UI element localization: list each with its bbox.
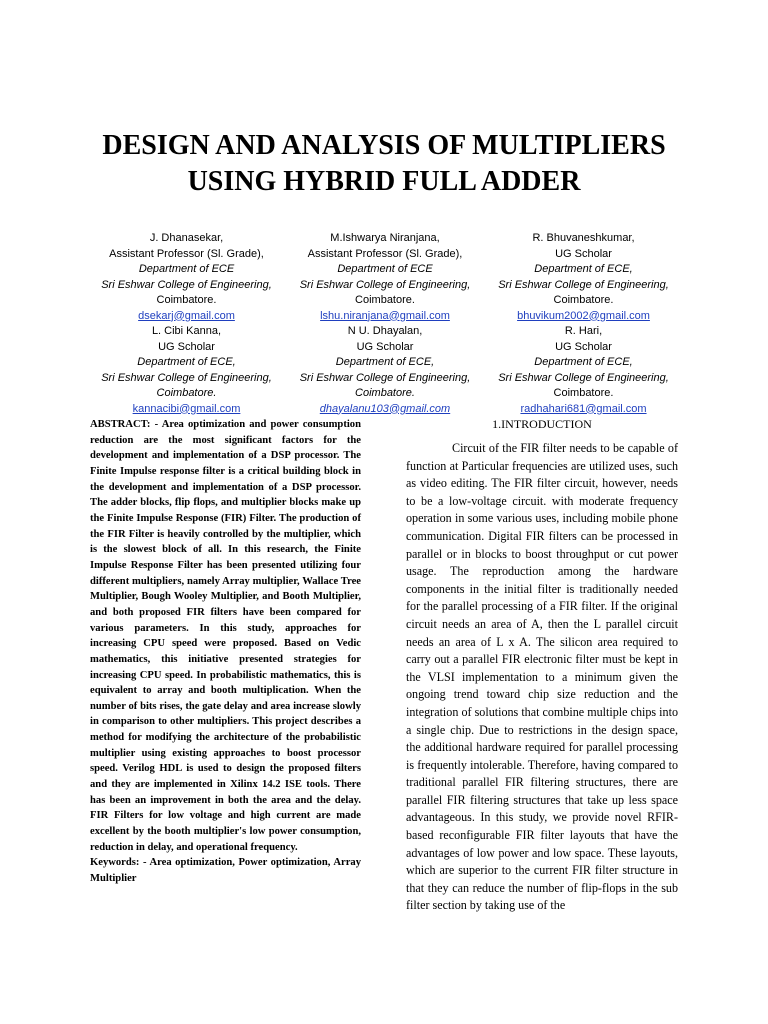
author-grid [88, 231, 682, 417]
author-block [485, 324, 682, 417]
author-college: Sri Eshwar College of Engineering, [101, 278, 272, 291]
author-block [286, 324, 484, 417]
author-name: J. Dhanasekar, [149, 232, 224, 244]
introduction-text: Circuit of the FIR filter needs to be capable of function at Particular frequencies are utilized uses, such as video editing. The FIR filter circuit, however, needs to be a low-voltage circuit. with moderate frequency operation in some various uses, including mobile phone communication. Digital FIR filters can be processed in parallel or in blocks to boost throughput or cut power usage. The reproduction among the hardware components in the initial filter is traditionally needed for the parallel processing of a FIR filter. If the original circuit needs an area of A, then the L parallel circuit needs an area of L x A. The silicon area required to carry out a parallel FIR electronic filter must be kept in the VLSI implementation to a minimum given the ongoing trend toward chip size reduction and the integration of solutions that combine multiple chips into a single chip. Due to restrictions in the design space, the additional hardware required for parallel processing is frequently intolerable. Therefore, having compared to traditional parallel FIR filtering structures, there are parallel FIR filtering structures that take up less space advantageous. In this study, we provide novel RFIR-based reconfigurable FIR filter layouts that have the advantages of low power and low space. These layouts, which are superior to the current FIR filter structure in that they can reduce the number of flip-flops in the sub filter section by taking use of the [406, 441, 678, 913]
author-department: Department of ECE, [335, 356, 435, 368]
author-role: UG Scholar [158, 340, 215, 353]
abstract-column [90, 417, 361, 887]
author-name: R. Hari, [564, 325, 603, 337]
author-role: Assistant Professor (Sl. Grade), [109, 247, 264, 260]
author-role: UG Scholar [555, 247, 612, 260]
author-city: Coimbatore. [553, 387, 614, 399]
author-block [485, 231, 682, 324]
author-department: Department of ECE [337, 263, 433, 275]
author-email-link[interactable]: lshu.niranjana@gmail.com [320, 309, 450, 322]
author-block [286, 231, 484, 324]
author-email-link[interactable]: dsekarj@gmail.com [138, 309, 235, 322]
author-name: N U. Dhayalan, [347, 325, 423, 337]
author-city: Coimbatore. [355, 387, 415, 399]
author-block [88, 231, 285, 324]
author-college: Sri Eshwar College of Engineering, [299, 278, 471, 291]
author-city: Coimbatore. [156, 294, 217, 306]
author-college: Sri Eshwar College of Engineering, [299, 371, 471, 384]
author-role: Assistant Professor (Sl. Grade), [307, 247, 463, 260]
keywords-text: Keywords: - Area optimization, Power optimization, Array Multiplier [90, 857, 361, 885]
author-department: Department of ECE, [534, 263, 633, 275]
author-department: Department of ECE, [137, 356, 236, 368]
introduction-heading: 1.INTRODUCTION [492, 417, 592, 431]
author-email-link[interactable]: radhahari681@gmail.com [520, 402, 647, 415]
introduction-column [406, 440, 678, 915]
author-name: R. Bhuvaneshkumar, [532, 232, 635, 244]
author-email-link[interactable]: dhayalanu103@gmail.com [319, 402, 451, 415]
author-name: L. Cibi Kanna, [151, 325, 222, 337]
author-city: Coimbatore. [355, 294, 415, 306]
author-email-link[interactable]: bhuvikum2002@gmail.com [517, 309, 650, 322]
author-college: Sri Eshwar College of Engineering, [498, 371, 669, 384]
author-role: UG Scholar [555, 340, 612, 353]
author-block [88, 324, 285, 417]
paper-title: DESIGN AND ANALYSIS OF MULTIPLIERS USING HYBRID FULL ADDER [102, 129, 666, 197]
author-email-link[interactable]: kannacibi@gmail.com [132, 402, 241, 415]
abstract-text: ABSTRACT: - Area optimization and power consumption reduction are the most significant factors for the development and implementation of a DSP processor. The Finite Impulse response filter is a critical building block in the development and implementation of a DSP processor. The adder blocks, flip flops, and multiplier blocks make up the Finite Impulse Response (FIR) Filter. The production of the FIR Filter is heavily controlled by the multiplier, which is the slowest block of all. In this research, the Finite Impulse Response Filter has been presented utilizing four different multipliers, namely Array multiplier, Wallace Tree Multiplier, Bough Wooley Multiplier, and Booth Multiplier, and both proposed FIR filters have been compared for various parameters. In this study, approaches for increasing CPU speed were proposed. Based on Vedic mathematics, this initiative presented strategies for increasing CPU speed. In probabilistic mathematics, this is equivalent to array and booth multiplication. When the number of bits rises, the gate delay and area increase slowly in comparison to other multipliers. This project describes a method for modifying the architecture of the probabilistic multiplier using existing approaches to boost processor speed. Verilog HDL is used to design the proposed filters and they are implemented in Xilinx 14.2 ISE tools. There has been an improvement in both the area and the delay. FIR Filters for low voltage and high current are made excellent by the booth multiplier's low power consumption, reduction in delay, and operational frequency. [90, 419, 361, 853]
author-department: Department of ECE [138, 263, 235, 275]
author-college: Sri Eshwar College of Engineering, [498, 278, 669, 291]
author-college: Sri Eshwar College of Engineering, [101, 371, 272, 384]
author-role: UG Scholar [356, 340, 414, 353]
author-city: Coimbatore. [553, 294, 614, 306]
author-department: Department of ECE, [534, 356, 633, 368]
author-city: Coimbatore. [156, 387, 217, 399]
author-name: M.Ishwarya Niranjana, [330, 232, 440, 244]
